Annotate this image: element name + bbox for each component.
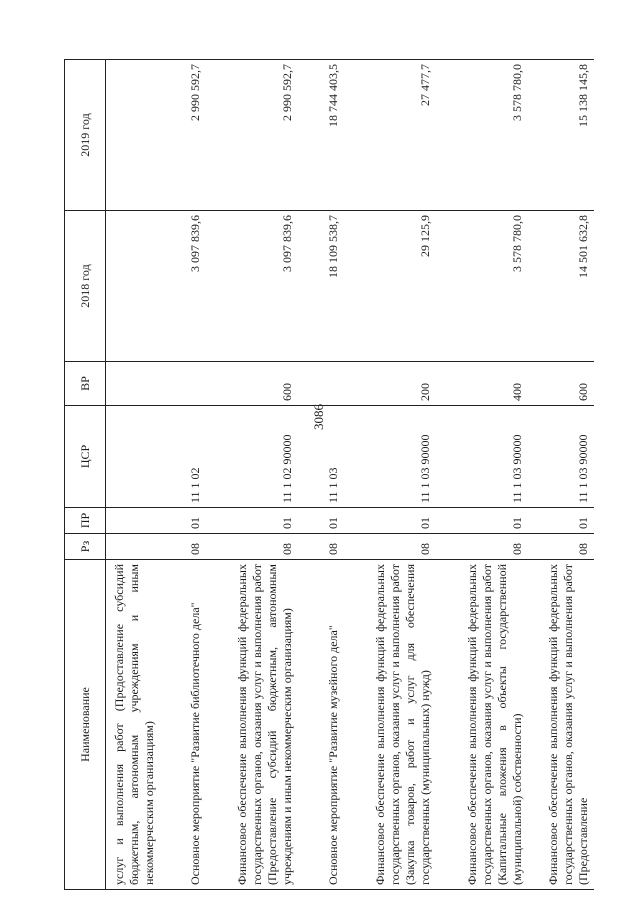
row-name: услуг и выполнения работ (Предоставление субсидий бюджетным, автономным учреждениям и иным некоммерческим организациям) xyxy=(106,560,161,890)
budget-table-rotated xyxy=(64,60,594,890)
row-2019: 3 578 780,0 xyxy=(436,60,528,211)
row-pr: 01 xyxy=(436,508,528,534)
budget-table xyxy=(64,59,594,890)
row-pr: 01 xyxy=(206,508,298,534)
row-name: Финансовое обеспечение выполнения функций федеральных государственных органов, оказания услуг и выполнения работ (Предоставление xyxy=(528,560,594,890)
row-2019 xyxy=(106,60,161,211)
row-2019: 2 990 592,7 xyxy=(206,60,298,211)
row-pr xyxy=(106,508,161,534)
row-name: Основное мероприятие "Развитие музейного дела" xyxy=(298,560,344,890)
row-vr: 600 xyxy=(206,362,298,406)
row-csr: 11 1 02 xyxy=(160,406,206,508)
header-row xyxy=(65,60,106,890)
row-2019: 18 744 403,5 xyxy=(298,60,344,211)
row-2018: 3 578 780,0 xyxy=(436,211,528,362)
table-row xyxy=(106,60,161,890)
row-2018: 14 501 632,8 xyxy=(528,211,594,362)
row-csr: 11 1 03 90000 xyxy=(436,406,528,508)
header-vr: ВР xyxy=(65,362,106,406)
row-name: Финансовое обеспечение выполнения функций федеральных государственных органов, оказания услуг и выполнения работ (Закупка товаров, работ и услуг для обеспечения государственных (муниципальных) нужд) xyxy=(344,560,436,890)
row-rz xyxy=(106,534,161,560)
row-pr: 01 xyxy=(528,508,594,534)
row-pr: 01 xyxy=(344,508,436,534)
row-csr: 11 1 02 90000 xyxy=(206,406,298,508)
row-vr xyxy=(106,362,161,406)
row-2019: 27 477,7 xyxy=(344,60,436,211)
row-rz: 08 xyxy=(528,534,594,560)
row-2018: 3 097 839,6 xyxy=(160,211,206,362)
row-csr xyxy=(106,406,161,508)
row-vr: 600 xyxy=(528,362,594,406)
row-rz: 08 xyxy=(298,534,344,560)
row-2018: 29 125,9 xyxy=(344,211,436,362)
table-row xyxy=(160,60,206,890)
header-pr: ПР xyxy=(65,508,106,534)
row-2019: 2 990 592,7 xyxy=(160,60,206,211)
row-2018: 3 097 839,6 xyxy=(206,211,298,362)
row-rz: 08 xyxy=(344,534,436,560)
row-rz: 08 xyxy=(206,534,298,560)
row-vr: 200 xyxy=(344,362,436,406)
row-2019: 15 138 145,8 xyxy=(528,60,594,211)
table-row xyxy=(206,60,298,890)
row-csr: 11 1 03 90000 xyxy=(528,406,594,508)
header-2018: 2018 год xyxy=(65,211,106,362)
row-name: Финансовое обеспечение выполнения функций федеральных государственных органов, оказания услуг и выполнения работ (Капитальные вложения в объекты государственной (муниципальной) собственности) xyxy=(436,560,528,890)
header-name: Наименование xyxy=(65,560,106,890)
row-vr: 400 xyxy=(436,362,528,406)
header-2019: 2019 год xyxy=(65,60,106,211)
row-name: Основное мероприятие "Развитие библиотечного дела" xyxy=(160,560,206,890)
row-pr: 01 xyxy=(298,508,344,534)
row-rz: 08 xyxy=(436,534,528,560)
row-vr xyxy=(160,362,206,406)
table-row xyxy=(436,60,528,890)
page-number: 3086 xyxy=(311,404,326,430)
row-csr: 11 1 03 90000 xyxy=(344,406,436,508)
table-row xyxy=(344,60,436,890)
row-rz: 08 xyxy=(160,534,206,560)
row-name: Финансовое обеспечение выполнения функций федеральных государственных органов, оказания услуг и выполнения работ (Предоставление субсидий бюджетным, автономным учреждениям и иным некоммерческим организациям) xyxy=(206,560,298,890)
row-vr xyxy=(298,362,344,406)
row-2018: 18 109 538,7 xyxy=(298,211,344,362)
header-csr: ЦСР xyxy=(65,406,106,508)
table-row xyxy=(298,60,344,890)
row-pr: 01 xyxy=(160,508,206,534)
row-csr: 11 1 03 xyxy=(298,406,344,508)
header-rz: Рз xyxy=(65,534,106,560)
table-row xyxy=(528,60,594,890)
row-2018 xyxy=(106,211,161,362)
